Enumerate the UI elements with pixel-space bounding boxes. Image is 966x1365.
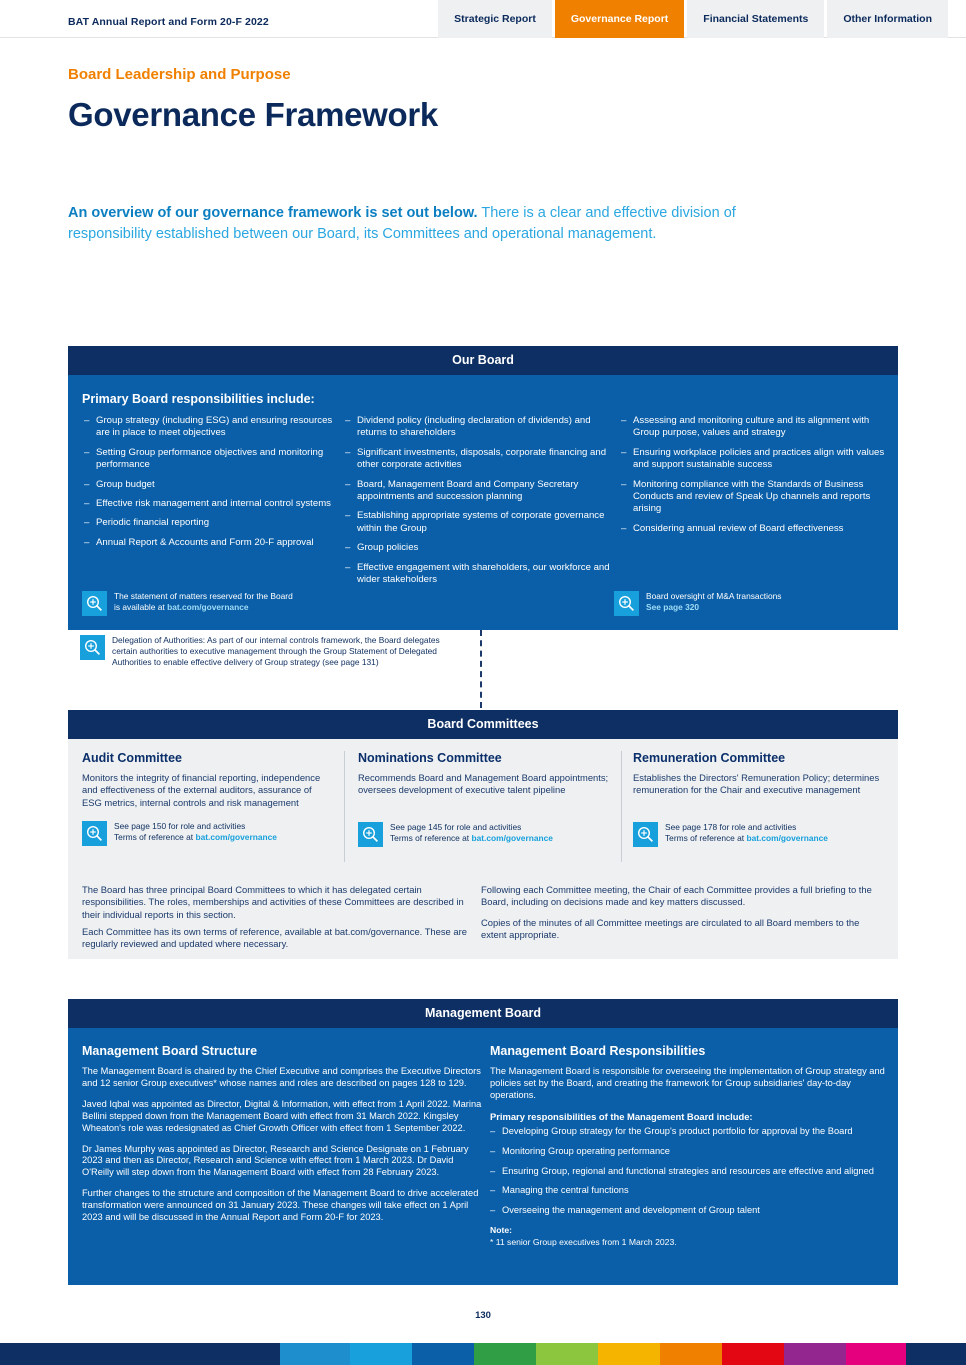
reference-line-2: Terms of reference at (390, 832, 472, 843)
list-item: – Overseeing the management and development of Group talent (490, 1205, 890, 1217)
committee-reference[interactable] (633, 822, 888, 847)
list-item: – Board, Management Board and Company Secretary appointments and succession planning (345, 479, 615, 504)
board-reference-ma-oversight[interactable] (614, 591, 894, 616)
committee-note-left-1: The Board has three principal Board Committees to which it has delegated certain responsibilities. The roles, memberships and activities of these Committees are described in their individual reports in this section. (82, 884, 464, 920)
committee-note-left-2: Each Committee has its own terms of reference, available at bat.com/governance. These are regularly reviewed and updated where necessary. (82, 926, 467, 950)
list-item: – Significant investments, disposals, corporate financing and other corporate activities (345, 447, 615, 472)
committee-title: Nominations Committee (358, 751, 502, 765)
structure-paragraph: Javed Iqbal was appointed as Director, Digital & Information, with effect from 1 April 2022. Marina Bellini stepped down from the Management Board with effect from 31 March 2022. Kingsley Wheaton's role was redesignated as Chief Growth Officer with effect from 1 September 2022. (82, 1098, 482, 1133)
responsibilities-title: Management Board Responsibilities (490, 1044, 706, 1058)
connector-line (480, 630, 482, 708)
reference-link[interactable]: See page 320 (646, 602, 700, 612)
committee-notes-panel (68, 874, 898, 959)
reference-line-1: See page 178 for role and activities (665, 821, 797, 832)
board-committees-band: Board Committees (68, 710, 898, 739)
footer-swatch (412, 1343, 474, 1365)
footer-swatch (536, 1343, 598, 1365)
management-board-structure (82, 1044, 482, 1233)
structure-paragraph: Further changes to the structure and composition of the Management Board to drive accelerated transformation were announced on 31 January 2023. These changes will take effect on 1 April 2023 and will be discussed in the Annual Report and Form 20-F for 2023. (82, 1188, 479, 1223)
committee-description: Establishes the Directors' Remuneration Policy; determines remuneration for the Chair and executive management (633, 772, 880, 796)
list-item: – Assessing and monitoring culture and its alignment with Group purpose, values and strategy (621, 415, 886, 440)
structure-paragraph: Dr James Murphy was appointed as Director, Research and Science Designate on 1 February 2023 and then as Director, Research and Science with effect from 1 March 2023. Dr David O'Reilly will step down from the Management Board with effect from 28 February 2023. (82, 1143, 469, 1178)
committee-audit (82, 751, 332, 846)
primary-responsibilities-title: Primary responsibilities of the Management Board include: (490, 1110, 753, 1122)
board-committees-panel (68, 739, 898, 874)
reference-text (646, 591, 781, 613)
reference-link[interactable]: bat.com/governance (167, 602, 249, 612)
committee-reference[interactable] (358, 822, 613, 847)
page-number: 130 (475, 1310, 491, 1321)
list-item: – Dividend policy (including declaration of dividends) and returns to shareholders (345, 415, 615, 440)
list-item: – Effective risk management and internal control systems (84, 498, 342, 510)
list-item: – Effective engagement with shareholders, our workforce and wider stakeholders (345, 562, 615, 587)
reference-line-1: Board oversight of M&A transactions (646, 591, 782, 601)
footer-swatch (280, 1343, 350, 1365)
list-item: – Group strategy (including ESG) and ensuring resources are in place to meet objectives (84, 415, 342, 440)
reference-text (114, 591, 293, 613)
divider (621, 751, 622, 862)
section-tabs (435, 0, 948, 38)
committee-title: Remuneration Committee (633, 751, 786, 765)
footer-swatch (660, 1343, 722, 1365)
committee-reference[interactable] (82, 821, 332, 846)
list-item: – Setting Group performance objectives and monitoring performance (84, 447, 342, 472)
list-item: – Ensuring Group, regional and functional strategies and resources are effective and aligned (490, 1166, 890, 1178)
magnifier-icon (633, 822, 658, 847)
magnifier-icon (80, 635, 105, 660)
reference-link[interactable]: bat.com/governance (746, 832, 828, 843)
our-board-band: Our Board (68, 346, 898, 375)
list-item: – Developing Group strategy for the Group's product portfolio for approval by the Board (490, 1126, 890, 1138)
board-reference-matters-reserved[interactable] (82, 591, 412, 616)
footer-swatch (784, 1343, 846, 1365)
list-item: – Ensuring workplace policies and practices align with values and support sustainable success (621, 447, 886, 472)
reference-line-2: Terms of reference at (114, 832, 196, 843)
responsibilities-intro: The Management Board is responsible for overseeing the implementation of Group strategy and policies set by the Board, and creating the framework for Group subsidiaries' day-to-day operations. (490, 1066, 885, 1100)
primary-responsibilities-list (490, 1126, 890, 1218)
structure-title: Management Board Structure (82, 1044, 258, 1058)
list-item: – Annual Report & Accounts and Form 20-F approval (84, 537, 342, 549)
committee-remuneration (633, 751, 888, 847)
magnifier-icon (82, 591, 107, 616)
magnifier-icon (358, 822, 383, 847)
committee-title: Audit Committee (82, 751, 182, 765)
reference-line-1: The statement of matters reserved for the Board (114, 591, 293, 601)
list-item: – Establishing appropriate systems of corporate governance within the Group (345, 510, 615, 535)
page-title: Governance Framework (68, 96, 438, 133)
reference-text (665, 822, 828, 844)
intro-lead: An overview of our governance framework is set out below. (68, 205, 478, 221)
intro-paragraph (68, 203, 808, 245)
reference-text (390, 822, 553, 844)
structure-paragraph: The Management Board is chaired by the Chief Executive and comprises the Executive Directors and 12 senior Group executives* whose names and roles are described on pages 128 to 129. (82, 1066, 481, 1088)
board-responsibilities-col-2 (345, 415, 615, 593)
footer-swatch (846, 1343, 906, 1365)
footer-swatch (722, 1343, 784, 1365)
list-item: – Group policies (345, 542, 615, 554)
list-item: – Managing the central functions (490, 1185, 890, 1197)
tab-financial-statements[interactable]: Financial Statements (687, 0, 824, 38)
footer-color-bar (0, 1343, 966, 1365)
footer-swatch (474, 1343, 536, 1365)
list-item: – Monitoring compliance with the Standards of Business Conducts and review of Speak Up channels and reports arising (621, 479, 886, 516)
intro-rest: There is a clear and effective division of responsibility established between our Board, its Committees and operational management. (68, 205, 736, 242)
magnifier-icon (614, 591, 639, 616)
note-label: Note: (490, 1225, 512, 1236)
committee-description: Recommends Board and Management Board appointments; oversees development of executive talent pipeline (358, 772, 609, 796)
footer-swatch (598, 1343, 660, 1365)
management-board-band: Management Board (68, 999, 898, 1028)
reference-line-1: See page 145 for role and activities (390, 821, 522, 832)
committee-description: Monitors the integrity of financial reporting, independence and effectiveness of the external auditors, assurance of ESG metrics, internal controls and risk management (82, 772, 321, 808)
section-eyebrow: Board Leadership and Purpose (68, 66, 291, 83)
list-item: – Group budget (84, 479, 342, 491)
footer-swatch (0, 1343, 280, 1365)
reference-text (114, 821, 277, 843)
delegation-of-authorities-note[interactable] (80, 635, 440, 668)
tab-strategic-report[interactable]: Strategic Report (438, 0, 552, 38)
committee-note-right-2: Copies of the minutes of all Committee meetings are circulated to all Board members to the extent appropriate. (481, 917, 860, 941)
board-responsibilities-col-3 (621, 415, 886, 542)
tab-governance-report[interactable]: Governance Report (555, 0, 684, 38)
list-item: – Periodic financial reporting (84, 517, 342, 529)
reference-link[interactable]: bat.com/governance (195, 832, 277, 843)
report-title: BAT Annual Report and Form 20-F 2022 (68, 16, 269, 28)
reference-link[interactable]: bat.com/governance (471, 832, 553, 843)
committee-note-right-1: Following each Committee meeting, the Chair of each Committee provides a full briefing to the Board, including on decisions made and key matters discussed. (481, 884, 872, 908)
board-responsibilities-col-1 (84, 415, 342, 556)
list-item: – Considering annual review of Board effectiveness (621, 523, 886, 535)
reference-line-1: See page 150 for role and activities (114, 821, 246, 832)
note-text: * 11 senior Group executives from 1 March 2023. (490, 1237, 677, 1248)
committee-nominations (358, 751, 613, 847)
footer-swatch (350, 1343, 412, 1365)
management-board-responsibilities (490, 1044, 890, 1247)
board-responsibilities-title: Primary Board responsibilities include: (82, 392, 315, 406)
management-board-panel (68, 1028, 898, 1285)
tab-other-information[interactable]: Other Information (827, 0, 948, 38)
reference-line-2: Terms of reference at (665, 832, 747, 843)
footer-swatch (906, 1343, 966, 1365)
list-item: – Monitoring Group operating performance (490, 1146, 890, 1158)
our-board-panel (68, 375, 898, 630)
divider (344, 751, 345, 862)
magnifier-icon (82, 821, 107, 846)
delegation-text: Delegation of Authorities: As part of our internal controls framework, the Board delegates certain authorities to executive management through the Group Statement of Delegated Authorities to enable effective delivery of Group strategy (see page 131) (112, 635, 440, 667)
page-header (0, 0, 966, 38)
reference-line-2: is available at (114, 602, 168, 612)
